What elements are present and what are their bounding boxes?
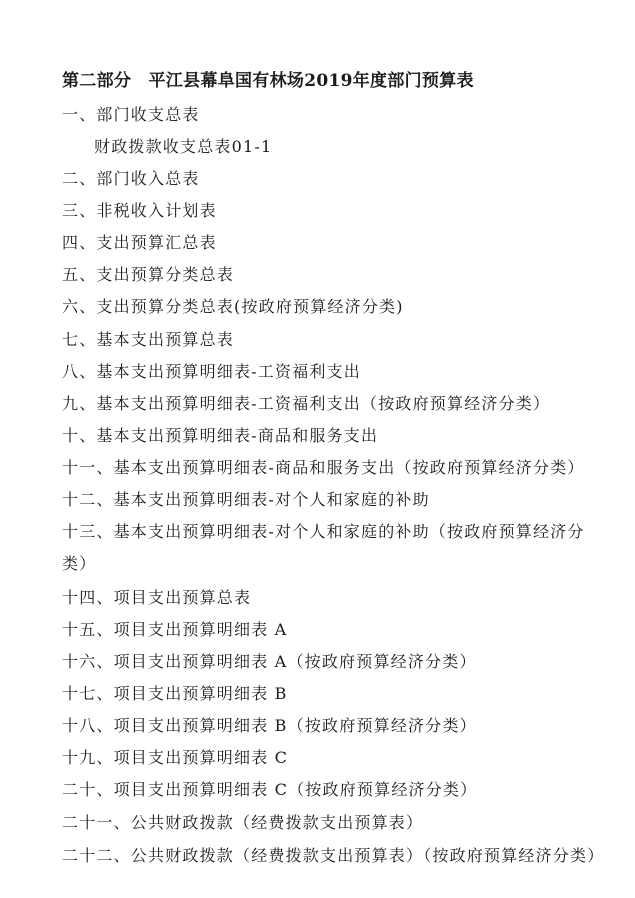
list-item: 九、基本支出预算明细表-工资福利支出（按政府预算经济分类） — [62, 394, 551, 413]
list-item: 七、基本支出预算总表 — [62, 330, 235, 349]
list-item: 一、部门收支总表 — [62, 105, 200, 124]
list-item: 二十二、公共财政拨款（经费拨款支出预算表）（按政府预算经济分类） — [62, 846, 605, 865]
list-item: 十七、项目支出预算明细表 B — [62, 684, 288, 703]
list-item: 二十、项目支出预算明细表 C（按政府预算经济分类） — [62, 780, 478, 799]
list-item: 三、非税收入计划表 — [62, 201, 217, 220]
list-item-sub: 财政拨款收支总表01-1 — [94, 137, 273, 156]
list-item: 八、基本支出预算明细表-工资福利支出 — [62, 362, 362, 381]
list-item: 六、支出预算分类总表(按政府预算经济分类) — [62, 297, 404, 316]
list-item: 十八、项目支出预算明细表 B（按政府预算经济分类） — [62, 716, 477, 735]
list-item: 二、部门收入总表 — [62, 169, 200, 188]
list-item: 十三、基本支出预算明细表-对个人和家庭的补助（按政府预算经济分 — [62, 522, 585, 541]
list-item: 五、支出预算分类总表 — [62, 265, 235, 284]
document-title: 第二部分 平江县幕阜国有林场2019年度部门预算表 — [62, 71, 474, 91]
list-item: 十四、项目支出预算总表 — [62, 588, 252, 607]
list-item: 十二、基本支出预算明细表-对个人和家庭的补助 — [62, 490, 430, 509]
list-item: 十六、项目支出预算明细表 A（按政府预算经济分类） — [62, 652, 477, 671]
list-item: 十一、基本支出预算明细表-商品和服务支出（按政府预算经济分类） — [62, 458, 585, 477]
list-item: 十九、项目支出预算明细表 C — [62, 748, 289, 767]
list-item: 四、支出预算汇总表 — [62, 233, 217, 252]
list-item: 二十一、公共财政拨款（经费拨款支出预算表） — [62, 813, 424, 832]
list-item: 十、基本支出预算明细表-商品和服务支出 — [62, 426, 379, 445]
list-item: 十五、项目支出预算明细表 A — [62, 620, 288, 639]
list-item-continuation: 类） — [62, 554, 97, 573]
